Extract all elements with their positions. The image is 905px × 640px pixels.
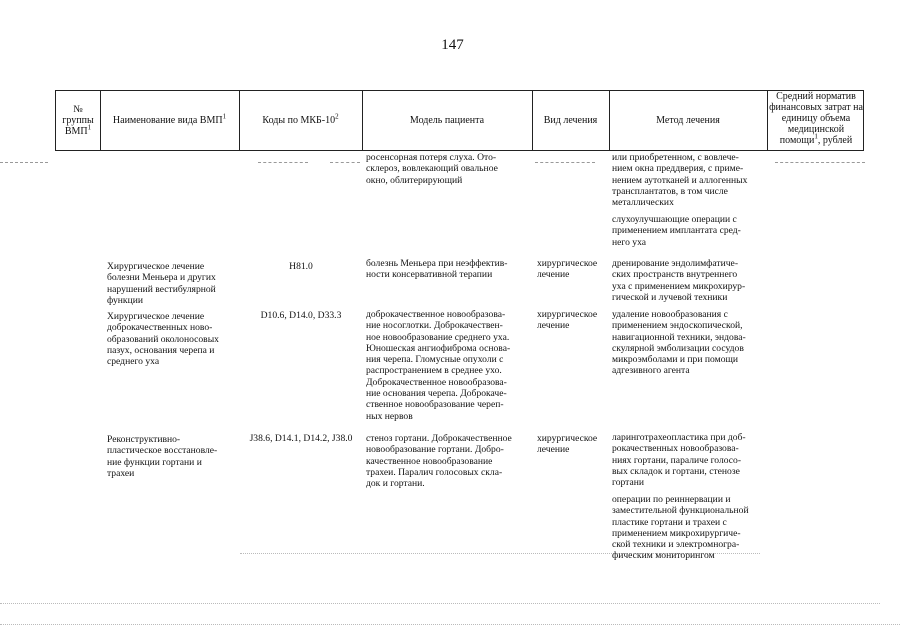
mkb-codes-cell: D10.6, D14.0, D33.3 [260, 310, 342, 321]
page-number: 147 [441, 37, 464, 53]
treatment-type-cell: хирургическое лечение [537, 309, 598, 332]
header-treatment-method: Метод лечения [656, 115, 720, 126]
header-top-border [55, 90, 863, 91]
header-norm-cost: Средний норматив финансовых затрат на единицу объема медицинской помощи$^1$, рублей [769, 91, 863, 146]
treatment-method-cell: ларинготрахеопластика при доб- рокачественных новообразова- ниях гортани, параличе голосо- вых складок и гортани, стенозе гортани [612, 432, 746, 489]
treatment-type-cell: хирургическое лечение [537, 258, 598, 281]
patient-model-cell: стеноз гортани. Доброкачественное новообразование гортани. Добро- качественное новообразование трахеи. Паралич голосовых скла- док и гортани. [366, 433, 512, 490]
header-divider [55, 90, 56, 151]
header-mkb-codes: Коды по МКБ-$10^2$ [262, 112, 339, 126]
vmp-type-name-cell: Хирургическое лечение болезни Меньера и других нарушений вестибулярной функции [107, 261, 216, 306]
patient-model-cell: доброкачественное новообразова- ние носоглотки. Доброкачествен- ное новообразование среднего уха. Юношеская ангиофиброма основа- ния черепа. Гломусные опухоли с распространением в среднее ухо. Доброкачественное новообразова- ние основания черепа. Доброкаче- ственное новообразование череп- ных нервов [366, 309, 511, 422]
header-group-number: № группы ВМП$^1$ [62, 104, 94, 137]
treatment-method-cell: удаление новообразования с применением эндоскопической, навигационной техники, эндова- скулярной эмболизации сосудов микроэмболами и при помощи адгезивного агента [612, 309, 746, 377]
mkb-codes-cell: J38.6, D14.1, D14.2, J38.0 [249, 433, 353, 444]
scan-artifact-line [330, 162, 360, 163]
scan-artifact-line [0, 162, 48, 163]
scan-artifact-line [535, 162, 595, 163]
mkb-codes-cell: H81.0 [289, 261, 313, 272]
treatment-method-cell: дренирование эндолимфатиче- ских пространств внутреннего уха с применением микрохирур- гической и лучевой техники [612, 258, 746, 303]
treatment-method-cell: слухоулучшающие операции с применением имплантата сред- него уха [612, 214, 741, 248]
scan-artifact-line [258, 162, 308, 163]
header-patient-model: Модель пациента [409, 115, 485, 126]
scan-artifact-line [775, 162, 865, 163]
header-treatment-type: Вид лечения [543, 115, 598, 126]
vmp-type-name-cell: Реконструктивно- пластическое восстановле- ние функции гортани и трахеи [107, 434, 218, 479]
treatment-method-cell: или приобретенном, с вовлече- нием окна преддверия, с приме- нением аутотканей и аллогенных трансплантатов, в том числе металлических [612, 152, 748, 209]
header-type-name: Наименование вида ВМП$^1$ [112, 112, 227, 126]
patient-model-cell: росенсорная потеря слуха. Ото- склероз, вовлекающий овальное окно, облитерирующий [366, 152, 498, 186]
scan-artifact-line [0, 624, 900, 625]
header-bottom-border [55, 150, 863, 151]
vmp-type-name-cell: Хирургическое лечение доброкачественных ново- образований околоносовых пазух, основания черепа и среднего уха [107, 311, 219, 368]
patient-model-cell: болезнь Меньера при неэффектив- ности консервативной терапии [366, 258, 508, 281]
treatment-type-cell: хирургическое лечение [537, 433, 598, 456]
treatment-method-cell: операции по реиннервации и заместительной функциональной пластике гортани и трахеи с применением микрохирургиче- ской техники и электромногра- фическим мониторингом [612, 494, 749, 562]
header-divider [863, 90, 864, 151]
header-divider [767, 90, 768, 151]
scan-artifact-line [0, 603, 880, 604]
